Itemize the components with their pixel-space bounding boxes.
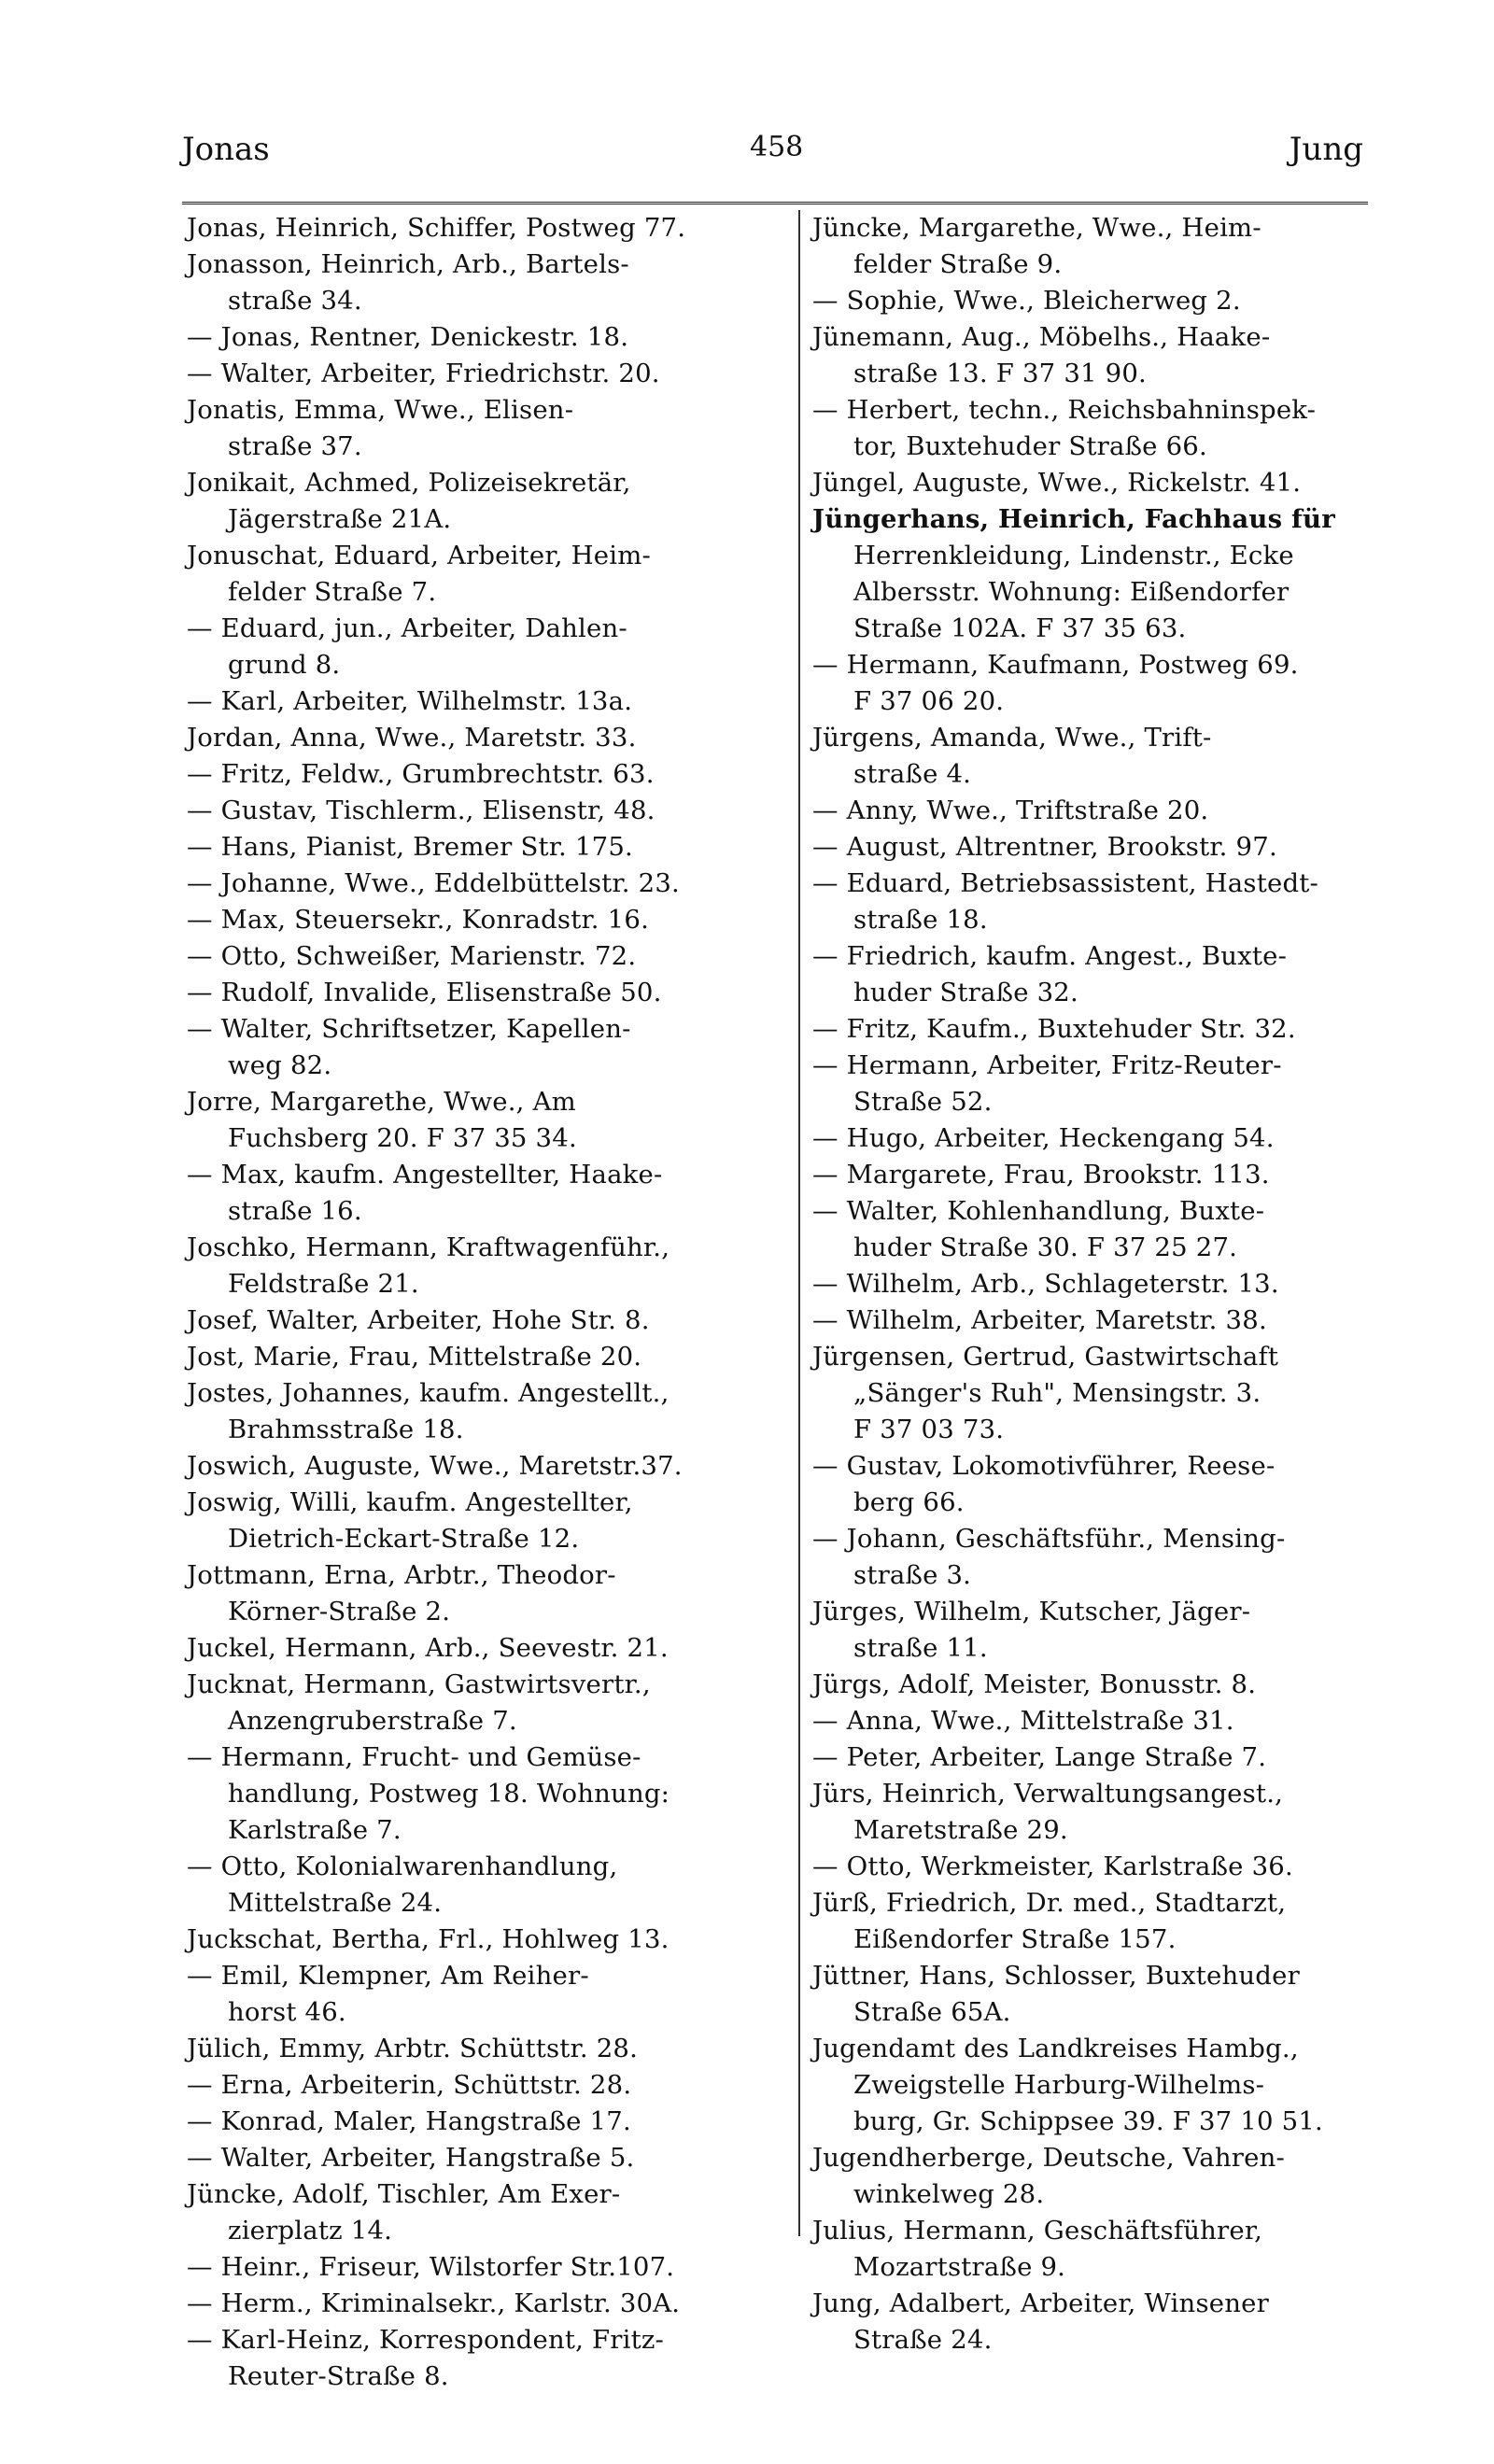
directory-entry-line: Körner-Straße 2.	[228, 1597, 451, 1626]
directory-entry-line: Jordan, Anna, Wwe., Maretstr. 33.	[187, 723, 637, 753]
directory-entry-line: Reuter-Straße 8.	[228, 2361, 449, 2391]
directory-entry-line: Jürß, Friedrich, Dr. med., Stadtarzt,	[812, 1888, 1287, 1918]
directory-entry-line: — Walter, Arbeiter, Hangstraße 5.	[187, 2143, 635, 2173]
left-column	[187, 210, 794, 2395]
directory-entry-line: Juckschat, Bertha, Frl., Hohlweg 13.	[187, 1924, 669, 1954]
page-number: 458	[750, 131, 804, 163]
directory-entry-line: — Gustav, Lokomotivführer, Reese-	[812, 1451, 1276, 1481]
directory-entry-line: Zweigstelle Harburg-Wilhelms-	[853, 2070, 1265, 2100]
directory-entry-line: — Max, kaufm. Angestellter, Haake-	[187, 1160, 663, 1190]
directory-entry-line: — Johann, Geschäftsführ., Mensing-	[812, 1524, 1286, 1554]
directory-entry-line: Jottmann, Erna, Arbtr., Theodor-	[187, 1560, 616, 1590]
directory-entry-line: — Johanne, Wwe., Eddelbüttelstr. 23.	[187, 868, 680, 898]
directory-entry-line: Joswig, Willi, kaufm. Angestellter,	[187, 1487, 633, 1517]
directory-entry-line: Jonikait, Achmed, Polizeisekretär,	[187, 468, 631, 498]
directory-entry-line: straße 18.	[853, 905, 988, 935]
directory-entry-line: — Walter, Kohlenhandlung, Buxte-	[812, 1196, 1265, 1226]
directory-entry-line: straße 16.	[228, 1196, 362, 1226]
directory-entry-line: — Otto, Werkmeister, Karlstraße 36.	[812, 1852, 1293, 1881]
directory-entry-line: Jüngel, Auguste, Wwe., Rickelstr. 41.	[812, 468, 1302, 498]
directory-entry-line: huder Straße 30. F 37 25 27.	[853, 1232, 1238, 1262]
directory-entry-line: Jürs, Heinrich, Verwaltungsangest.,	[812, 1779, 1284, 1809]
directory-entry-line: — Hermann, Frucht- und Gemüse-	[187, 1742, 641, 1772]
directory-entry-line: straße 34.	[228, 286, 362, 316]
directory-entry-line: — Herm., Kriminalsekr., Karlstr. 30A.	[187, 2288, 681, 2318]
directory-entry-line: — Karl, Arbeiter, Wilhelmstr. 13a.	[187, 686, 633, 716]
page-header	[182, 131, 1363, 187]
directory-entry-line: — Rudolf, Invalide, Elisenstraße 50.	[187, 978, 662, 1007]
directory-entry-line: Jürgs, Adolf, Meister, Bonusstr. 8.	[812, 1669, 1257, 1699]
directory-entry-line: Straße 52.	[853, 1087, 993, 1117]
directory-entry-line: — Wilhelm, Arb., Schlageterstr. 13.	[812, 1269, 1279, 1299]
right-column	[812, 210, 1419, 2358]
directory-entry-line: F 37 03 73.	[853, 1415, 1005, 1444]
directory-entry-line: — Margarete, Frau, Brookstr. 113.	[812, 1160, 1270, 1190]
directory-entry-line: Jostes, Johannes, kaufm. Angestellt.,	[187, 1378, 669, 1408]
directory-entry-line: — Gustav, Tischlerm., Elisenstr, 48.	[187, 796, 655, 825]
directory-entry-line: — Walter, Arbeiter, Friedrichstr. 20.	[187, 359, 660, 388]
directory-entry-line: — Sophie, Wwe., Bleicherweg 2.	[812, 286, 1241, 316]
directory-entry-line: — Emil, Klempner, Am Reiher-	[187, 1961, 589, 1991]
directory-entry-line: Mittelstraße 24.	[228, 1888, 443, 1918]
directory-entry-line: Jüngerhans, Heinrich, Fachhaus für	[812, 504, 1335, 534]
directory-entry-line: — Otto, Kolonialwarenhandlung,	[187, 1852, 618, 1881]
directory-entry-line: — Erna, Arbeiterin, Schüttstr. 28.	[187, 2070, 632, 2100]
directory-entry-line: Jünemann, Aug., Möbelhs., Haake-	[812, 322, 1271, 352]
directory-entry-line: felder Straße 7.	[228, 577, 437, 607]
directory-entry-line: Joswich, Auguste, Wwe., Maretstr.37.	[187, 1451, 683, 1481]
directory-entry-line: felder Straße 9.	[853, 249, 1063, 279]
directory-entry-line: Dietrich-Eckart-Straße 12.	[228, 1524, 580, 1554]
directory-entry-line: Jucknat, Hermann, Gastwirtsvertr.,	[187, 1669, 651, 1699]
directory-entry-line: Juckel, Hermann, Arb., Seevestr. 21.	[187, 1633, 669, 1663]
directory-entry-line: — Hans, Pianist, Bremer Str. 175.	[187, 832, 633, 862]
directory-entry-line: Jürges, Wilhelm, Kutscher, Jäger-	[812, 1597, 1251, 1626]
directory-entry-line: „Sänger's Ruh", Mensingstr. 3.	[853, 1378, 1261, 1408]
directory-entry-line: — August, Altrentner, Brookstr. 97.	[812, 832, 1277, 862]
directory-entry-line: Straße 102A. F 37 35 63.	[853, 613, 1187, 643]
directory-entry-line: — Herbert, techn., Reichsbahninspek-	[812, 395, 1317, 425]
directory-entry-line: — Max, Steuersekr., Konradstr. 16.	[187, 905, 650, 935]
directory-entry-line: — Hermann, Kaufmann, Postweg 69.	[812, 650, 1299, 680]
directory-entry-line: weg 82.	[228, 1050, 332, 1080]
directory-entry-line: Fuchsberg 20. F 37 35 34.	[228, 1123, 577, 1153]
directory-entry-line: — Anna, Wwe., Mittelstraße 31.	[812, 1706, 1234, 1736]
directory-entry-line: tor, Buxtehuder Straße 66.	[853, 431, 1207, 461]
directory-entry-line: — Eduard, jun., Arbeiter, Dahlen-	[187, 613, 627, 643]
directory-entry-line: Anzengruberstraße 7.	[228, 1706, 517, 1736]
directory-entry-line: burg, Gr. Schippsee 39. F 37 10 51.	[853, 2106, 1323, 2136]
directory-entry-line: Brahmsstraße 18.	[228, 1415, 464, 1444]
directory-entry-line: — Fritz, Kaufm., Buxtehuder Str. 32.	[812, 1014, 1296, 1044]
directory-entry-line: Jugendamt des Landkreises Hambg.,	[812, 2034, 1299, 2063]
directory-entry-line: Jung, Adalbert, Arbeiter, Winsener	[812, 2288, 1269, 2318]
column-divider	[798, 210, 800, 2236]
directory-entry-line: Mozartstraße 9.	[853, 2252, 1066, 2282]
directory-entry-line: — Jonas, Rentner, Denickestr. 18.	[187, 322, 629, 352]
directory-entry-line: Maretstraße 29.	[853, 1815, 1068, 1845]
directory-entry-line: zierplatz 14.	[228, 2216, 393, 2246]
directory-entry-line: winkelweg 28.	[853, 2179, 1045, 2209]
directory-entry-line: Feldstraße 21.	[228, 1269, 419, 1299]
header-last-entry: Jung	[1289, 131, 1363, 168]
directory-entry-line: — Hermann, Arbeiter, Fritz-Reuter-	[812, 1050, 1282, 1080]
directory-entry-line: — Peter, Arbeiter, Lange Straße 7.	[812, 1742, 1267, 1772]
directory-entry-line: — Fritz, Feldw., Grumbrechtstr. 63.	[187, 759, 655, 789]
directory-entry-line: Josef, Walter, Arbeiter, Hohe Str. 8.	[187, 1305, 650, 1335]
directory-entry-line: — Hugo, Arbeiter, Heckengang 54.	[812, 1123, 1275, 1153]
directory-entry-line: Jürgens, Amanda, Wwe., Trift-	[812, 723, 1212, 753]
directory-entry-line: Jonuschat, Eduard, Arbeiter, Heim-	[187, 541, 652, 570]
header-first-entry: Jonas	[182, 131, 270, 168]
directory-entry-line: Albersstr. Wohnung: Eißendorfer	[853, 577, 1290, 607]
directory-entry-line: Jonatis, Emma, Wwe., Elisen-	[187, 395, 574, 425]
directory-entry-line: Jülich, Emmy, Arbtr. Schüttstr. 28.	[187, 2034, 639, 2063]
directory-entry-line: Jüncke, Adolf, Tischler, Am Exer-	[187, 2179, 621, 2209]
directory-entry-line: Julius, Hermann, Geschäftsführer,	[812, 2216, 1263, 2246]
directory-entry-line: — Eduard, Betriebsassistent, Hastedt-	[812, 868, 1318, 898]
directory-entry-line: grund 8.	[228, 650, 341, 680]
directory-entry-line: Straße 24.	[853, 2325, 993, 2355]
directory-entry-line: Jonas, Heinrich, Schiffer, Postweg 77.	[187, 213, 686, 243]
directory-entry-line: handlung, Postweg 18. Wohnung:	[228, 1779, 670, 1809]
directory-entry-line: straße 3.	[853, 1560, 972, 1590]
directory-entry-line: Jugendherberge, Deutsche, Vahren-	[812, 2143, 1285, 2173]
directory-entry-line: — Friedrich, kaufm. Angest., Buxte-	[812, 941, 1288, 971]
directory-entry-line: straße 11.	[853, 1633, 988, 1663]
directory-entry-line: — Anny, Wwe., Triftstraße 20.	[812, 796, 1209, 825]
directory-entry-line: — Heinr., Friseur, Wilstorfer Str.107.	[187, 2252, 675, 2282]
directory-entry-line: Jorre, Margarethe, Wwe., Am	[187, 1087, 576, 1117]
directory-entry-line: — Karl-Heinz, Korrespondent, Fritz-	[187, 2325, 665, 2355]
directory-entry-line: — Walter, Schriftsetzer, Kapellen-	[187, 1014, 631, 1044]
directory-entry-line: Jost, Marie, Frau, Mittelstraße 20.	[187, 1342, 642, 1372]
directory-entry-line: Karlstraße 7.	[228, 1815, 402, 1845]
directory-entry-line: Jüttner, Hans, Schlosser, Buxtehuder	[812, 1961, 1300, 1991]
directory-entry-line: F 37 06 20.	[853, 686, 1005, 716]
directory-entry-line: huder Straße 32.	[853, 978, 1078, 1007]
directory-entry-line: Straße 65A.	[853, 1997, 1011, 2027]
directory-entry-line: — Konrad, Maler, Hangstraße 17.	[187, 2106, 631, 2136]
directory-entry-line: Herrenkleidung, Lindenstr., Ecke	[853, 541, 1294, 570]
directory-entry-line: Joschko, Hermann, Kraftwagenführ.,	[187, 1232, 670, 1262]
directory-entry-line: — Otto, Schweißer, Marienstr. 72.	[187, 941, 637, 971]
directory-entry-line: — Wilhelm, Arbeiter, Maretstr. 38.	[812, 1305, 1267, 1335]
directory-entry-line: straße 4.	[853, 759, 972, 789]
directory-entry-line: berg 66.	[853, 1487, 965, 1517]
directory-entry-line: straße 13. F 37 31 90.	[853, 359, 1147, 388]
directory-entry-line: Jüncke, Margarethe, Wwe., Heim-	[812, 213, 1261, 243]
directory-entry-line: straße 37.	[228, 431, 362, 461]
directory-entry-line: Jürgensen, Gertrud, Gastwirtschaft	[812, 1342, 1279, 1372]
directory-entry-line: Jonasson, Heinrich, Arb., Bartels-	[187, 249, 629, 279]
directory-entry-line: horst 46.	[228, 1997, 346, 2027]
directory-entry-line: Eißendorfer Straße 157.	[853, 1924, 1177, 1954]
directory-entry-line: Jägerstraße 21A.	[228, 504, 452, 534]
header-rule	[182, 202, 1368, 204]
